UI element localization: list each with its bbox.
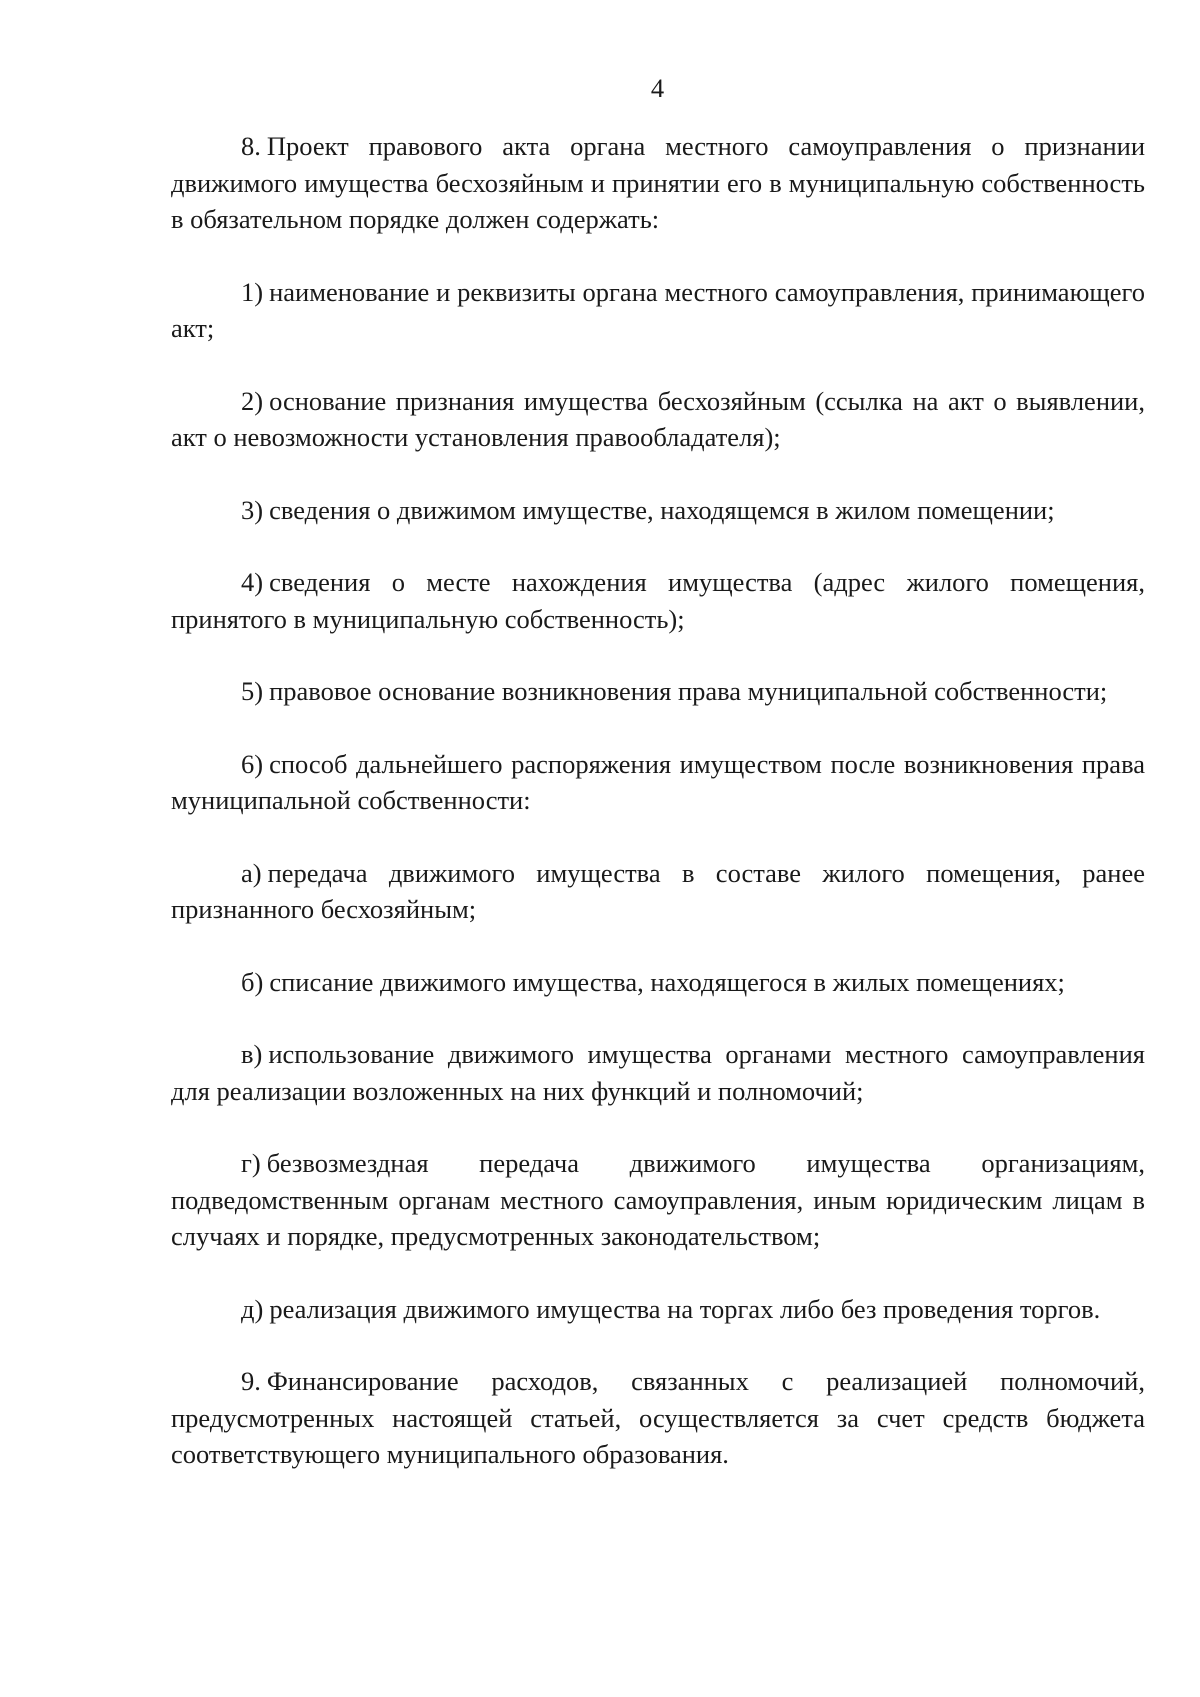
paragraph-text: передача движимого имущества в составе жилого помещения, ранее признанного бесхозяйным;: [171, 857, 1145, 924]
paragraph-item-8: [171, 128, 1145, 238]
paragraph-marker: 8.: [241, 131, 261, 161]
paragraph-marker: 2): [241, 385, 264, 416]
paragraph-marker: 6): [241, 748, 264, 779]
paragraph-text: Проект правового акта органа местного самоуправления о признании движимого имущества бесхозяйным и принятии его в муниципальную собственность в обязательном порядке должен содержать:: [171, 131, 1145, 234]
paragraph-text: правовое основание возникновения права муниципальной собственности;: [269, 676, 1108, 706]
subitem-b: [171, 964, 1145, 1001]
subitem-d: [171, 1291, 1145, 1328]
paragraph-marker: 4): [241, 567, 264, 597]
paragraph-marker: г): [241, 1148, 261, 1178]
paragraph-marker: 3): [241, 494, 264, 525]
subitem-5: [171, 673, 1145, 710]
paragraph-text: способ дальнейшего распоряжения имуществом после возникновения права муниципальной собственности:: [171, 748, 1145, 815]
paragraph-text: безвозмездная передача движимого имущества организациям, подведомственным органам местного самоуправления, иным юридическим лицам в случаях и порядке, предусмотренных законодательством;: [171, 1148, 1145, 1251]
paragraph-item-9: [171, 1363, 1145, 1473]
subitem-1: [171, 274, 1145, 347]
subitem-6: [171, 746, 1145, 819]
paragraph-marker: а): [241, 857, 262, 888]
paragraph-text: Финансирование расходов, связанных с реализацией полномочий, предусмотренных настоящей статьей, осуществляется за счет средств бюджета соответствующего муниципального образования.: [171, 1366, 1145, 1469]
subitem-2: [171, 383, 1145, 456]
paragraph-text: сведения о месте нахождения имущества (адрес жилого помещения, принятого в муниципальную собственность);: [171, 567, 1145, 634]
paragraph-marker: д): [241, 1293, 264, 1324]
paragraph-marker: б): [241, 966, 264, 997]
paragraph-text: основание признания имущества бесхозяйным (ссылка на акт о выявлении, акт о невозможности установления правообладателя);: [171, 385, 1145, 452]
paragraph-marker: 5): [241, 676, 264, 706]
paragraph-text: реализация движимого имущества на торгах либо без проведения торгов.: [269, 1293, 1101, 1324]
paragraph-text: сведения о движимом имуществе, находящемся в жилом помещении;: [269, 494, 1055, 525]
paragraph-marker: 1): [241, 276, 264, 307]
subitem-v: [171, 1036, 1145, 1109]
paragraph-text: использование движимого имущества органами местного самоуправления для реализации возложенных на них функций и полномочий;: [171, 1039, 1145, 1106]
paragraph-marker: в): [241, 1039, 263, 1069]
paragraph-text: списание движимого имущества, находящегося в жилых помещениях;: [269, 966, 1065, 997]
subitem-4: [171, 564, 1145, 637]
paragraph-text: наименование и реквизиты органа местного самоуправления, принимающего акт;: [171, 276, 1145, 343]
page-number: 4: [650, 73, 665, 103]
subitem-g: [171, 1145, 1145, 1255]
paragraph-marker: 9.: [241, 1366, 261, 1396]
subitem-a: [171, 855, 1145, 928]
document-body: [171, 128, 1145, 1473]
subitem-3: [171, 492, 1145, 529]
